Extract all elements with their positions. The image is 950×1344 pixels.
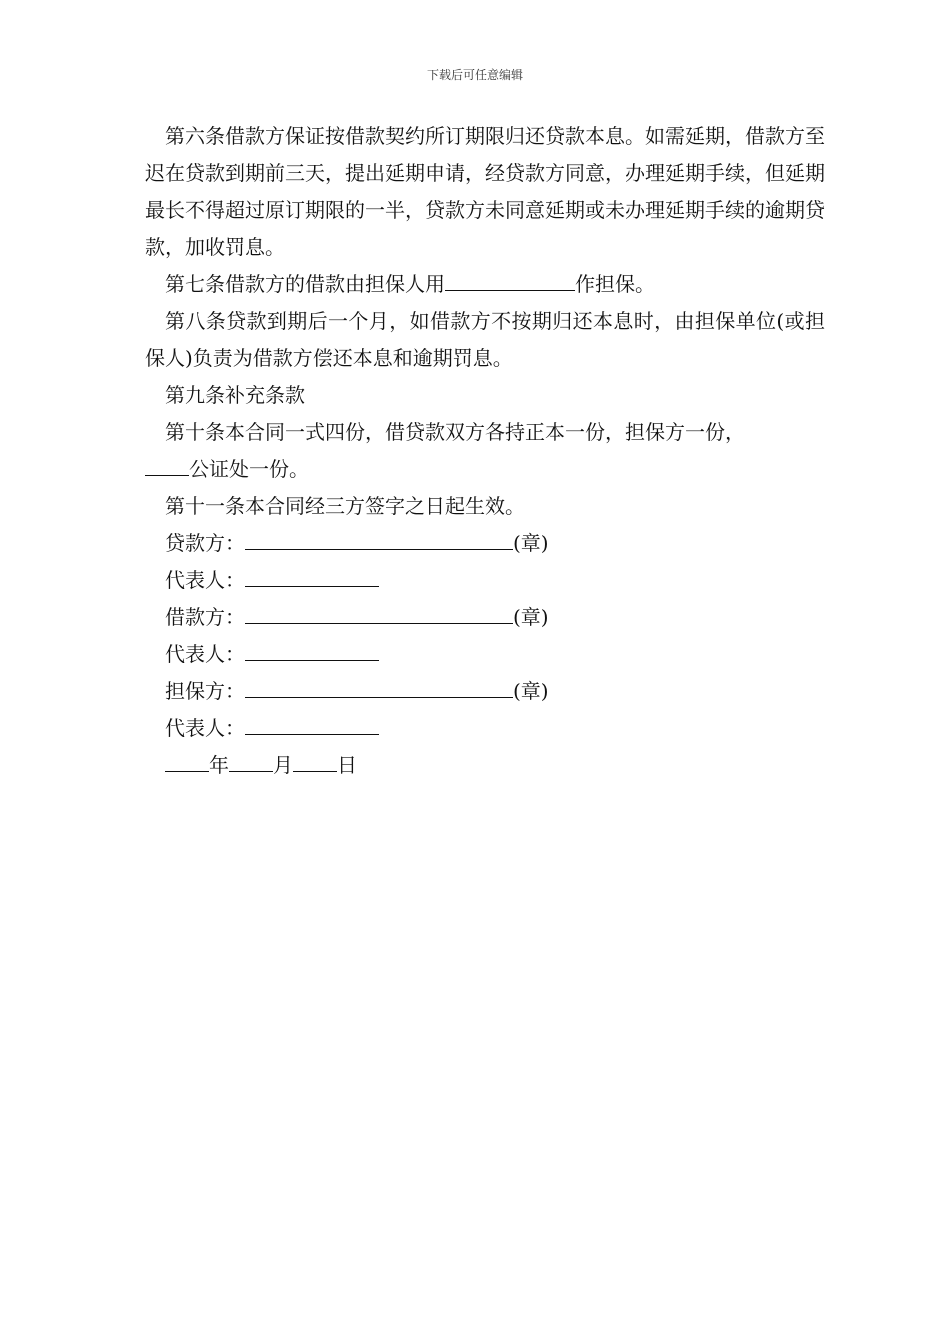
borrower-rep-line [145, 636, 825, 673]
guarantor-signature-line [145, 673, 825, 710]
borrower-rep-label: 代表人： [165, 642, 245, 666]
guarantor-seal: (章) [513, 679, 549, 703]
lender-rep-blank [245, 562, 379, 587]
borrower-blank [245, 599, 513, 624]
month-label: 月 [273, 753, 293, 777]
article-10-line2 [145, 451, 825, 488]
guarantor-rep-line [145, 710, 825, 747]
contract-body [145, 118, 825, 784]
lender-rep-line [145, 562, 825, 599]
lender-seal: (章) [513, 531, 549, 555]
article-6: 第六条借款方保证按借款契约所订期限归还贷款本息。如需延期，借款方至迟在贷款到期前三天，提出延期申请，经贷款方同意，办理延期手续，但延期最长不得超过原订期限的一半，贷款方未同意延期或未办理延期手续的逾期贷款，加收罚息。 [145, 124, 825, 259]
guarantee-blank [445, 266, 575, 291]
article-9: 第九条补充条款 [165, 383, 305, 407]
day-blank [293, 747, 337, 772]
day-label: 日 [337, 753, 357, 777]
borrower-rep-blank [245, 636, 379, 661]
guarantor-rep-blank [245, 710, 379, 735]
year-label: 年 [209, 753, 229, 777]
borrower-signature-line [145, 599, 825, 636]
lender-signature-line [145, 525, 825, 562]
year-blank [165, 747, 209, 772]
article-7 [145, 266, 825, 303]
lender-label: 贷款方： [165, 531, 245, 555]
article-11: 第十一条本合同经三方签字之日起生效。 [165, 494, 525, 518]
date-line [145, 747, 825, 784]
month-blank [229, 747, 273, 772]
article-10-line1: 第十条本合同一式四份，借贷款双方各持正本一份，担保方一份， [165, 420, 745, 444]
borrower-seal: (章) [513, 605, 549, 629]
guarantor-label: 担保方： [165, 679, 245, 703]
article-7-prefix: 第七条借款方的借款由担保人用 [165, 272, 445, 296]
lender-rep-label: 代表人： [165, 568, 245, 592]
article-8: 第八条贷款到期后一个月，如借款方不按期归还本息时，由担保单位(或担保人)负责为借款方偿还本息和逾期罚息。 [145, 309, 825, 370]
guarantor-rep-label: 代表人： [165, 716, 245, 740]
guarantor-blank [245, 673, 513, 698]
header-note: 下载后可任意编辑 [426, 68, 523, 82]
notary-blank [145, 451, 189, 476]
article-7-suffix: 作担保。 [575, 272, 655, 296]
lender-blank [245, 525, 513, 550]
borrower-label: 借款方： [165, 605, 245, 629]
article-10-suffix: 公证处一份。 [189, 457, 309, 481]
